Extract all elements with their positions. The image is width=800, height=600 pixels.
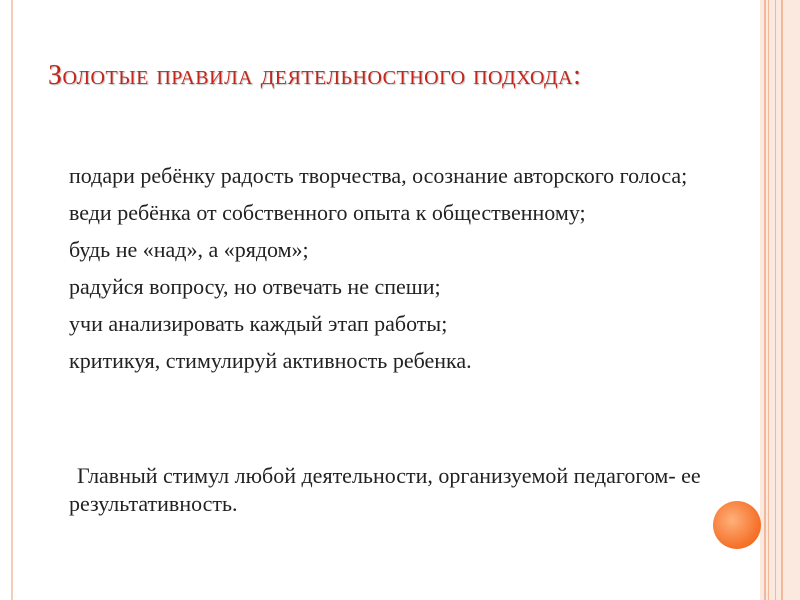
stripe-line: [781, 0, 783, 600]
stripe-line: [764, 0, 766, 600]
list-item: [44, 273, 734, 301]
list-item: [44, 347, 734, 375]
bullet-text: учи анализировать каждый этап работы;: [69, 311, 448, 336]
bullet-text: критикуя, стимулируй активность ребенка.: [69, 348, 472, 373]
bullet-text: радуйся вопросу, но отвечать не спеши;: [69, 274, 441, 299]
list-item: [44, 310, 734, 338]
stripe-line: [768, 0, 769, 600]
left-decorative-rule: [11, 0, 13, 600]
slide-title: Золотые правила деятельностного подхода:: [48, 60, 582, 91]
list-item: [44, 199, 734, 227]
bullet-text: подари ребёнку радость творчества, осознание авторского голоса;: [69, 163, 688, 188]
stripe-line: [775, 0, 776, 600]
bullet-text: будь не «над», а «рядом»;: [69, 237, 309, 262]
list-item: [44, 236, 734, 264]
list-item: [44, 162, 734, 190]
orange-circle-decoration: [713, 501, 761, 549]
conclusion-text: Главный стимул любой деятельности, организуемой педагогом- ее результативность.: [69, 463, 701, 516]
right-decorative-stripe: [760, 0, 800, 600]
bullet-text: веди ребёнка от собственного опыта к общественному;: [69, 200, 586, 225]
bullet-list: [44, 162, 734, 384]
